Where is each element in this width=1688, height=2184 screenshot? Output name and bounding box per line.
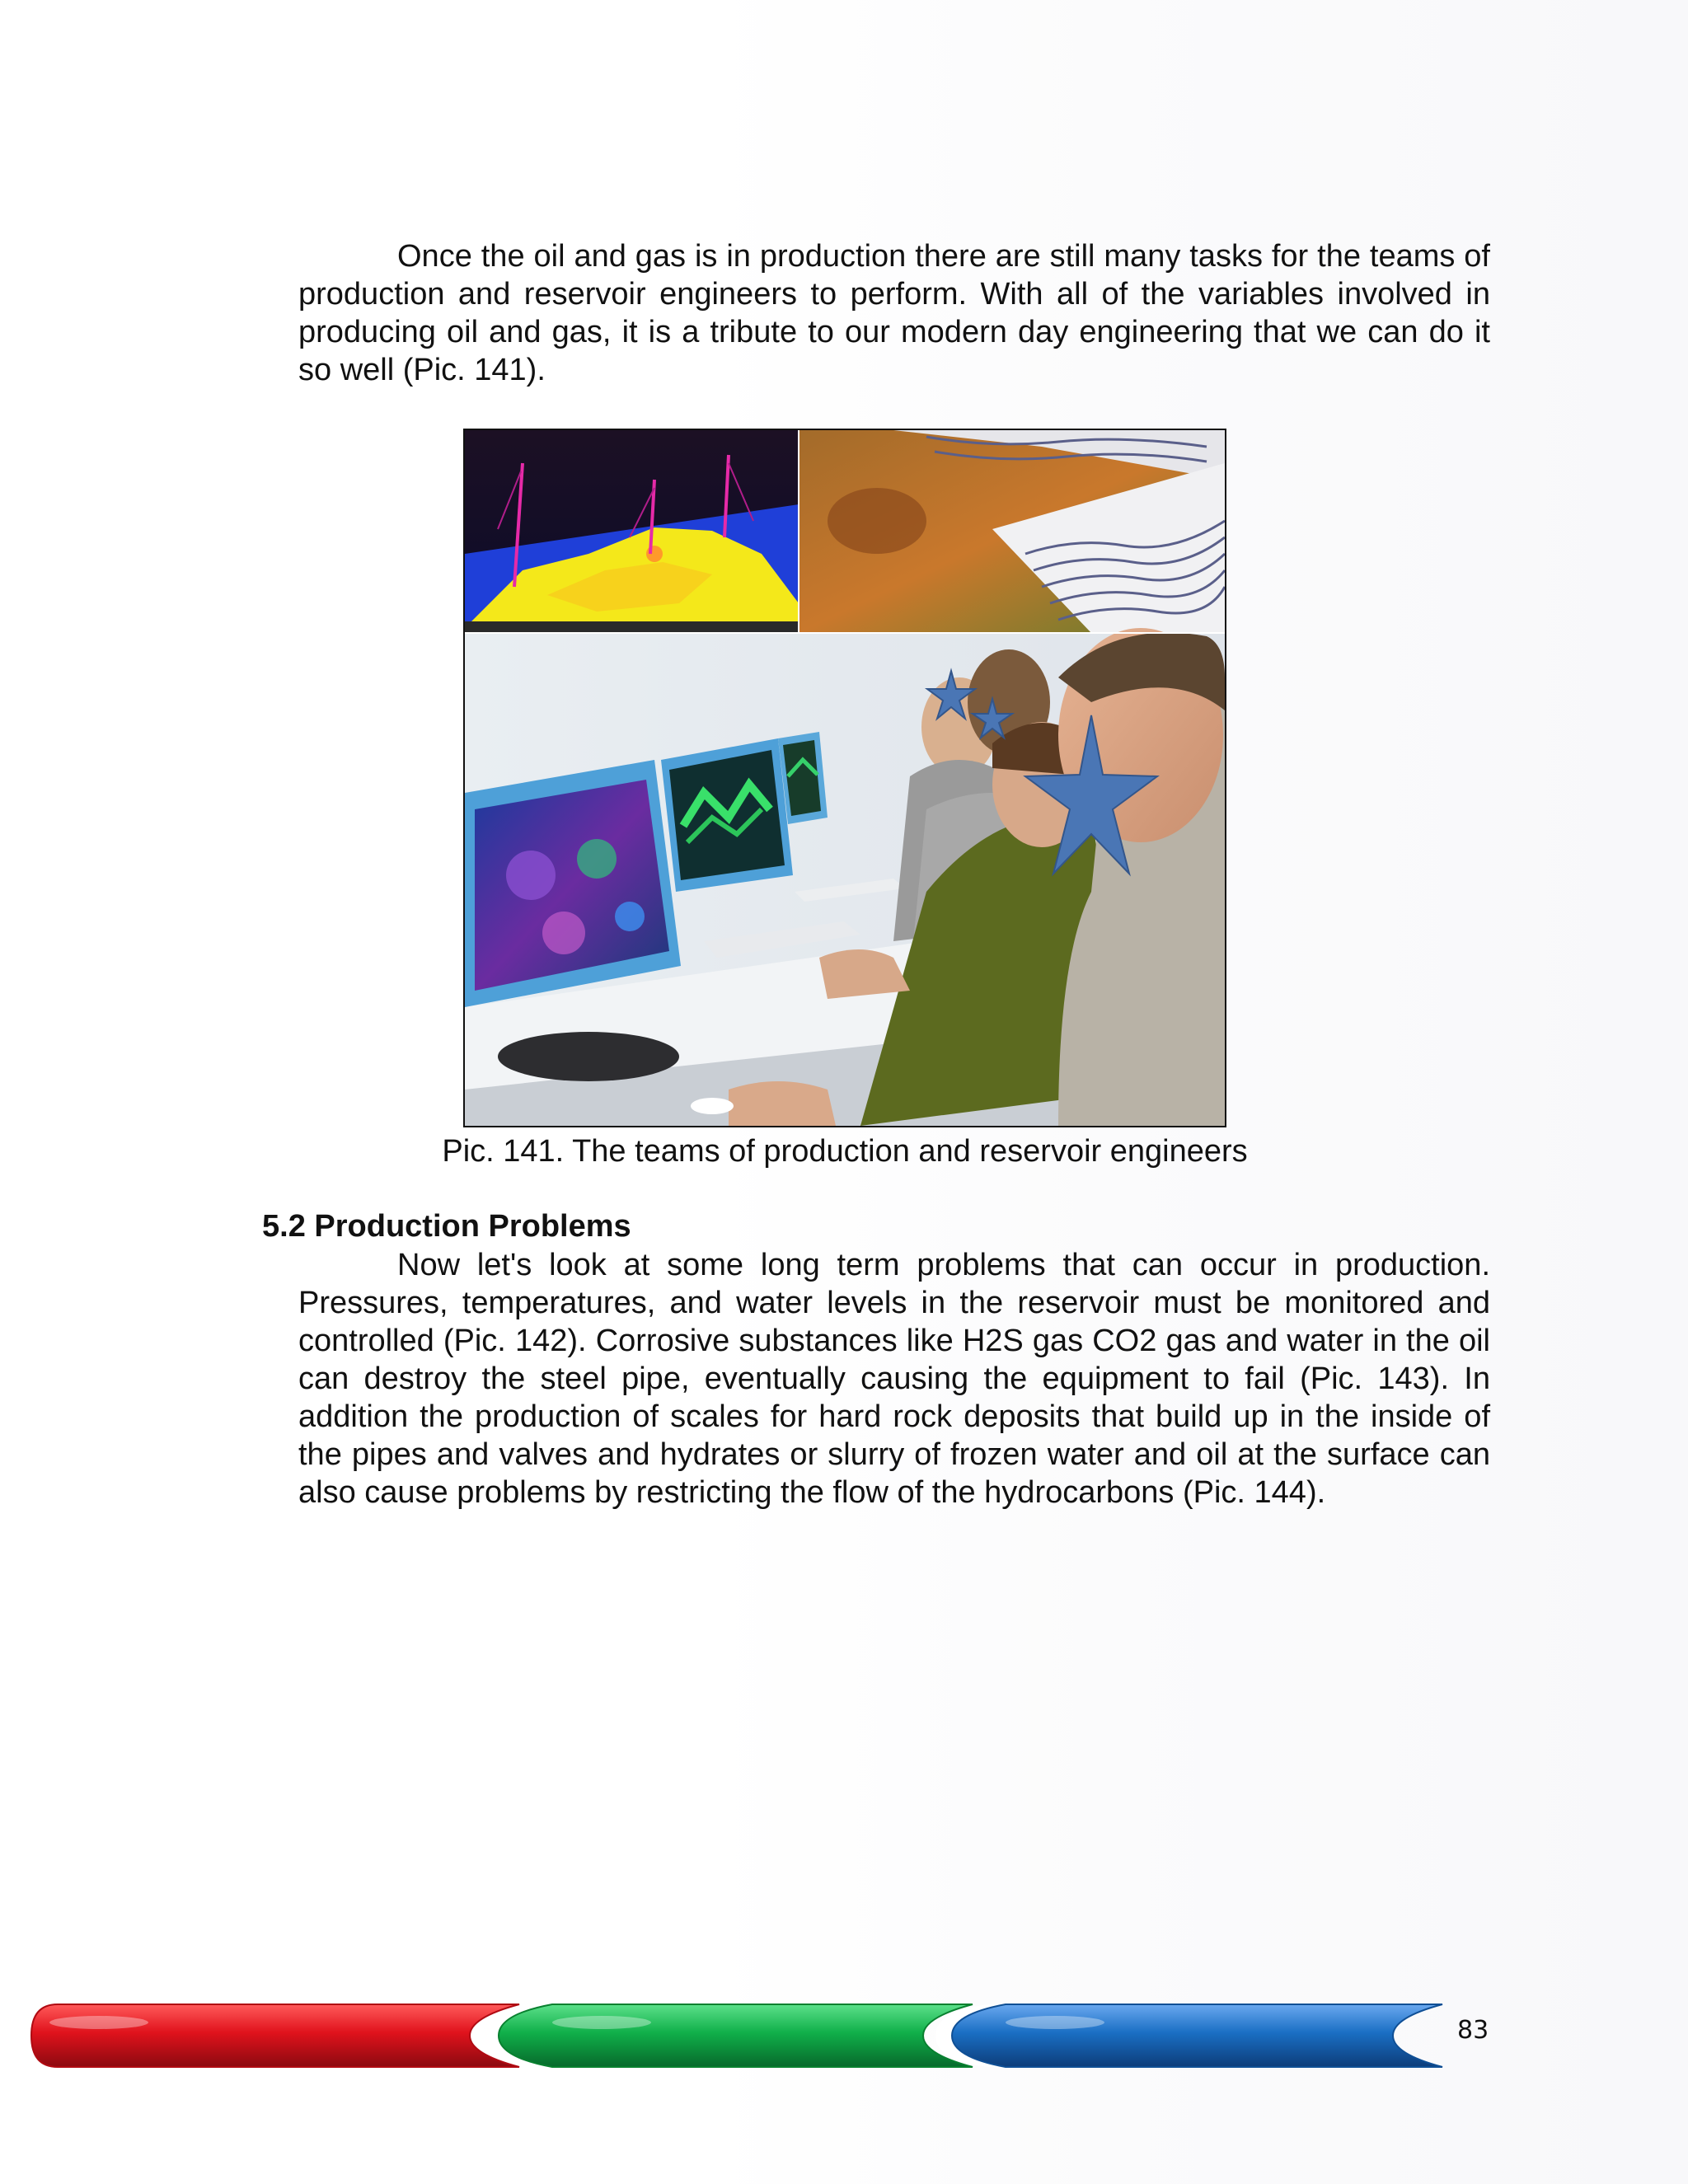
engineers-workstation-image xyxy=(465,628,1225,1126)
figure-caption: Pic. 141. The teams of production and reservoir engineers xyxy=(442,1134,1248,1169)
footer-color-bars xyxy=(25,1994,1475,2077)
reservoir-model-image xyxy=(465,430,799,633)
footer-red-bar xyxy=(31,2004,519,2067)
page-number: 83 xyxy=(1457,2016,1489,2045)
section-heading: 5.2 Production Problems xyxy=(262,1209,631,1244)
intro-paragraph: Once the oil and gas is in production there are still many tasks for the teams of production and reservoir engineers to perform. With all of the variables involved in producing oil and gas, it is a tribute to our modern day engineering that we can do it so well (Pic. 141). xyxy=(298,239,1490,387)
seismic-printouts-image xyxy=(799,430,1225,633)
footer-blue-bar xyxy=(952,2004,1442,2067)
problems-paragraph: Now let's look at some long term problems that can occur in production. Pressures, temperatures, and water levels in the reservoir must be monitored and controlled (Pic. 142). Corrosive substances like H2S gas CO2 gas and water in the oil can destroy the steel pipe, eventually causing the equipment to fail (Pic. 143). In addition the production of scales for hard rock deposits that build up in the inside of the pipes and valves and hydrates or slurry of frozen water and oil at the surface can also cause problems by restricting the flow of the hydrocarbons (Pic. 144). xyxy=(298,1248,1490,1510)
footer-green-bar xyxy=(499,2004,973,2067)
figure-engineers-photo xyxy=(463,429,1226,1127)
